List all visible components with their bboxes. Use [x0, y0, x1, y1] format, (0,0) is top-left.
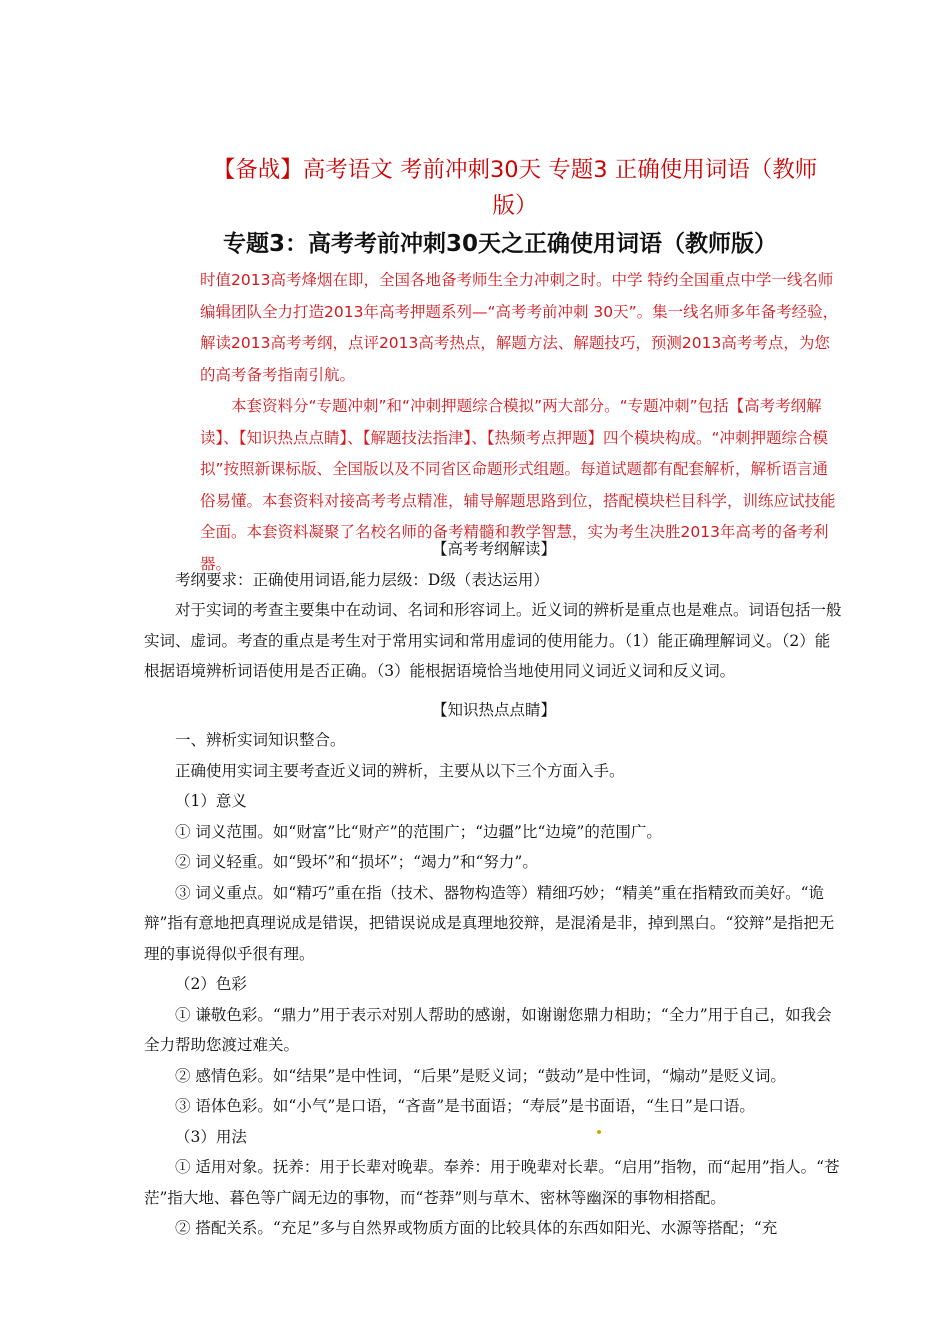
paragraph: 一、辨析实词知识整合。 — [175, 731, 346, 749]
document-title: 【备战】高考语文 考前冲刺30天 专题3 正确使用词语（教师版） — [212, 157, 818, 219]
subheading: （3）用法 — [175, 1127, 247, 1146]
subheading: （1）意义 — [175, 792, 247, 810]
paragraph: ③ 语体色彩。如“小气”是口语，“吝啬”是书面语；“寿辰”是书面语，“生日”是口语。 — [175, 1097, 755, 1115]
paragraph: 考纲要求：正确使用词语,能力层级：D级（表达运用） — [175, 570, 549, 589]
intro-block — [200, 265, 840, 580]
paragraph: ① 适用对象。抚养：用于长辈对晚辈。奉养：用于晚辈对长辈。“启用”指物，而“起用”指人。“苍茫”指大地、暮色等广阔无边的事物，而“苍莽”则与草木、密林等幽深的事物相搭配。 — [144, 1158, 840, 1207]
paragraph: ③ 词义重点。如“精巧”重在指（技术、器物构造等）精细巧妙；“精美”重在指精致而美好。“诡辩”指有意地把真理说成是错误，把错误说成是真理地狡辩，是混淆是非，掉到黑白。“狡辩”是指把无理的事说得似乎很有理。 — [144, 883, 835, 963]
paragraph: ① 词义范围。如“财富”比“财产”的范围广；“边疆”比“边境”的范围广。 — [175, 822, 662, 841]
paragraph: 正确使用实词主要考查近义词的辨析，主要从以下三个方面入手。 — [175, 761, 625, 780]
document-body — [144, 534, 844, 1244]
paragraph: ② 搭配关系。“充足”多与自然界或物质方面的比较具体的东西如阳光、水源等搭配；“充 — [175, 1219, 778, 1237]
paragraph: ② 词义轻重。如“毁坏”和“损坏”；“竭力”和“努力”。 — [175, 853, 538, 871]
subheading: （2）色彩 — [175, 975, 247, 993]
paragraph: ② 感情色彩。如“结果”是中性词，“后果”是贬义词；“鼓动”是中性词，“煽动”是贬义词。 — [175, 1066, 786, 1085]
paragraph: ① 谦敬色彩。“鼎力”用于表示对别人帮助的感谢，如谢谢您鼎力相助；“全力”用于自己，如我会全力帮助您渡过难关。 — [144, 1005, 832, 1054]
intro-paragraph: 本套资料分“专题冲刺”和“冲刺押题综合模拟”两大部分。“专题冲刺”包括【高考考纲解读】、【知识热点点睛】、【解题技法指津】、【热频考点押题】四个模块构成。“冲刺押题综合模拟”按照新课标版、全国版以及不同省区命题形式组题。每道试题都有配套解析，解析语言通俗易懂。本套资料对接高考考点精准，辅导解题思路到位，搭配模块栏目科学，训练应试技能全面。本套资料凝聚了名校名师的备考精髓和教学智慧，实为考生决胜2013年高考的备考利器。 — [200, 397, 836, 573]
section-heading: 【知识热点点睛】 — [431, 700, 556, 719]
paragraph: 对于实词的考查主要集中在动词、名词和形容词上。近义词的辨析是重点也是难点。词语包括一般实词、虚词。考查的重点是考生对于常用实词和常用虚词的使用能力。（1）能正确理解词义。（2）能根据语境辨析词语使用是否正确。（3）能根据语境恰当地使用同义词近义词和反义词。 — [144, 601, 842, 680]
stray-mark — [597, 1130, 601, 1134]
topic-subtitle: 专题3：高考考前冲刺30天之正确使用词语（教师版） — [222, 231, 777, 257]
intro-paragraph: 时值2013高考烽烟在即，全国各地备考师生全力冲刺之时。中学 特约全国重点中学一线名师编辑团队全力打造2013年高考押题系列—“高考考前冲刺 30天”。集一线名师多年备考经验，解读2013高考考纲，点评2013高考热点，解题方法、解题技巧，预测2013高考考点，为您的高考备考指南引航。 — [200, 271, 839, 384]
section-heading: 【高考考纲解读】 — [431, 540, 556, 558]
